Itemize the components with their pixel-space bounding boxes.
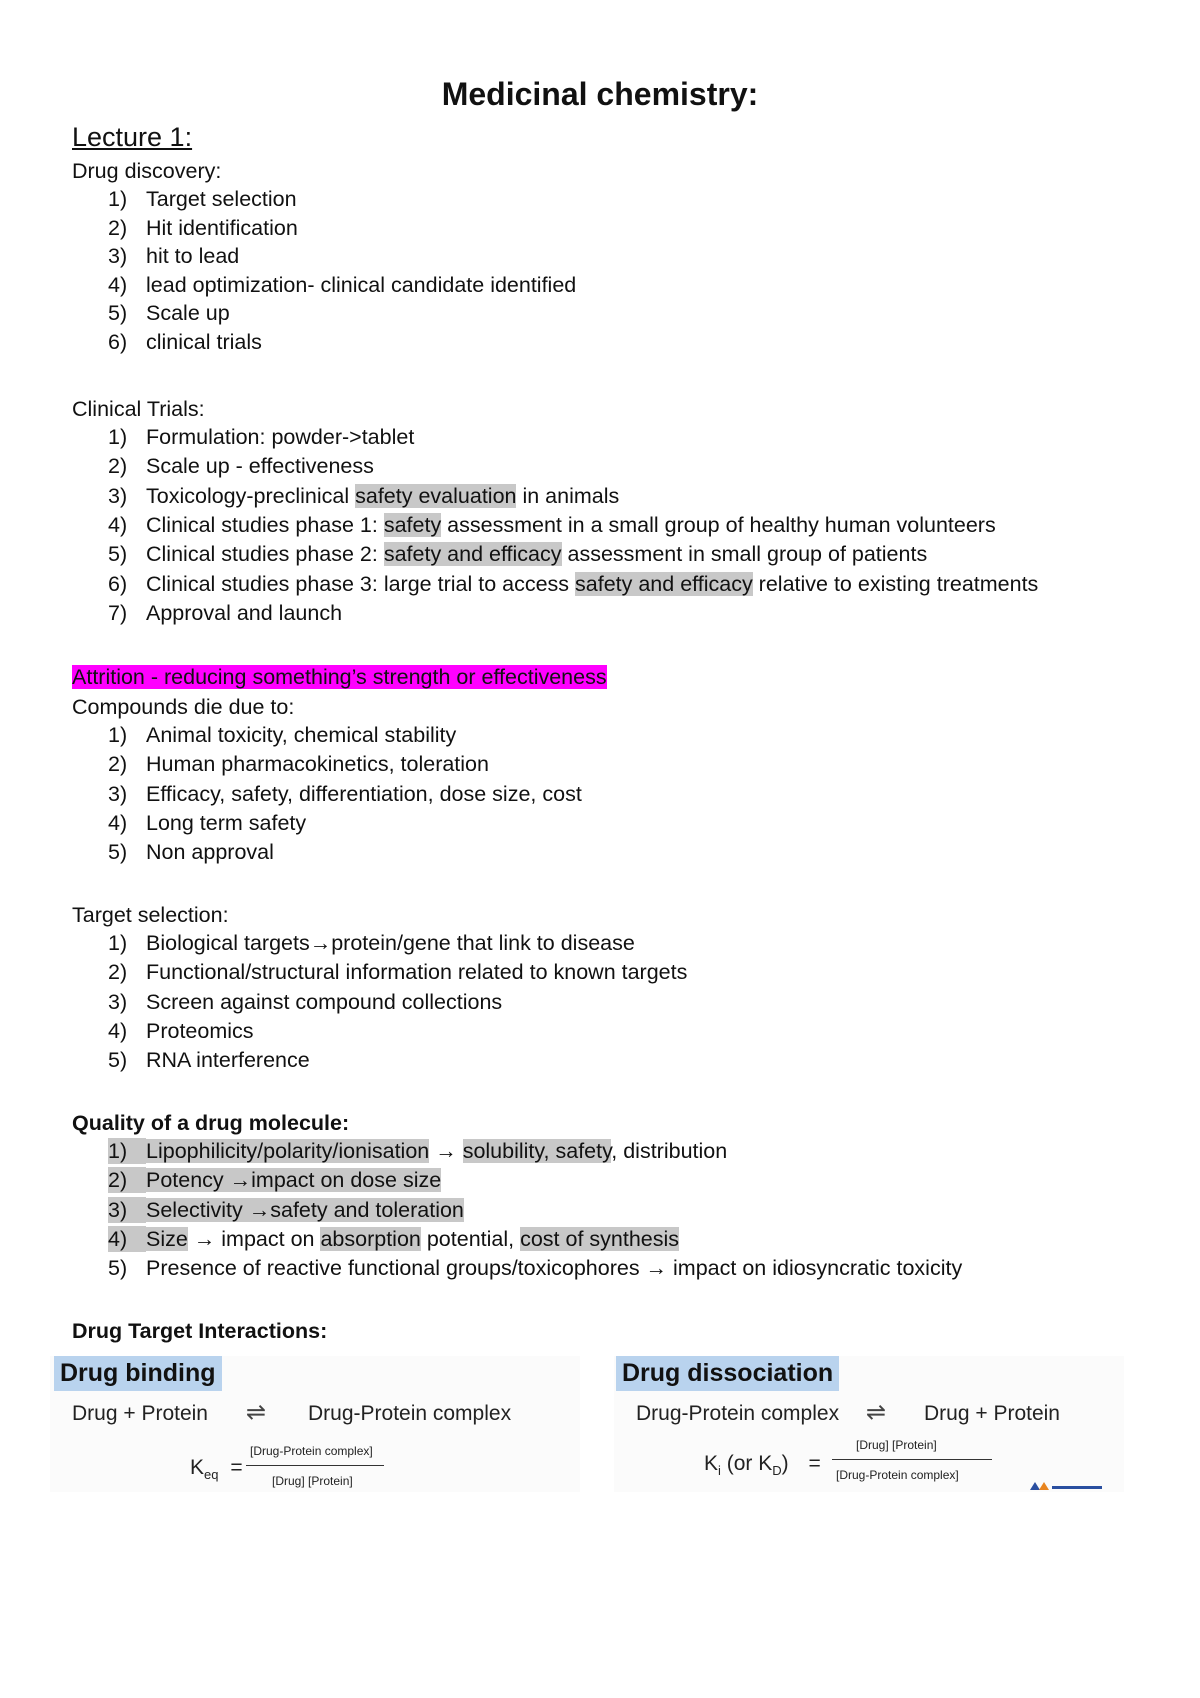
- list-item: [108, 751, 489, 777]
- list-text: Hit identification: [146, 215, 298, 240]
- drug-binding-panel: [50, 1356, 580, 1492]
- partial-logo-icon: [1030, 1480, 1110, 1490]
- lecture-heading: Lecture 1:: [72, 122, 193, 152]
- list-number: 3): [108, 781, 128, 806]
- ki-numerator: [Drug] [Protein]: [856, 1438, 937, 1452]
- list-number: 5): [108, 1048, 128, 1073]
- list-item: [108, 424, 414, 450]
- list-number: 3): [108, 483, 128, 508]
- list-item: [108, 512, 996, 538]
- list-text: →: [429, 1139, 463, 1163]
- clinical-trials-heading: Clinical Trials:: [72, 397, 205, 421]
- highlighted-text: cost of synthesis: [520, 1226, 680, 1251]
- list-number: 1): [108, 723, 128, 747]
- list-number: 4): [108, 1018, 128, 1043]
- list-item: [108, 300, 230, 326]
- list-number: 5): [108, 1256, 128, 1281]
- list-text: Scale up - effectiveness: [146, 454, 374, 479]
- list-text: Long term safety: [146, 810, 307, 835]
- keq-numerator: [Drug-Protein complex]: [250, 1444, 373, 1458]
- equilibrium-arrow-icon: ⇌: [866, 1399, 887, 1426]
- list-text: Approval and launch: [146, 600, 343, 625]
- list-number: 2): [108, 454, 128, 479]
- list-text: , distribution: [611, 1139, 728, 1163]
- highlighted-text: safety and efficacy: [575, 571, 753, 596]
- list-number: 1): [108, 425, 128, 449]
- list-text: Screen against compound collections: [146, 989, 503, 1014]
- list-text: Proteomics: [146, 1018, 254, 1043]
- highlighted-text: safety: [383, 512, 442, 537]
- list-item: [108, 215, 298, 241]
- list-item: [108, 781, 582, 807]
- equilibrium-arrow-icon: ⇌: [246, 1399, 267, 1426]
- attrition-definition: [72, 664, 607, 690]
- list-text: Toxicology-preclinical: [146, 483, 356, 508]
- list-number: 4): [108, 810, 128, 835]
- drug-binding-title: Drug binding: [54, 1356, 222, 1391]
- dissociation-reactant: Drug-Protein complex: [636, 1402, 840, 1425]
- list-item: [108, 959, 687, 985]
- list-number: 5): [108, 542, 128, 567]
- highlighted-text: Selectivity →safety and toleration: [146, 1197, 464, 1222]
- list-item: [108, 1138, 727, 1164]
- list-number: 2): [108, 960, 128, 985]
- list-text: RNA interference: [146, 1048, 310, 1073]
- drug-dissociation-panel: [614, 1356, 1124, 1492]
- list-text: Biological targets→protein/gene that link to disease: [146, 931, 635, 955]
- list-text: lead optimization- clinical candidate identified: [146, 272, 577, 297]
- quality-heading: Quality of a drug molecule:: [72, 1111, 350, 1135]
- list-number: 3): [108, 244, 128, 268]
- compounds-heading: Compounds die due to:: [72, 695, 295, 719]
- highlighted-text: safety evaluation: [355, 483, 517, 508]
- highlighted-text: solubility, safety: [462, 1139, 612, 1163]
- ki-fraction-bar: [832, 1459, 992, 1460]
- keq-fraction-bar: [246, 1465, 384, 1466]
- list-number: 2): [108, 752, 128, 777]
- list-text: in animals: [516, 483, 620, 508]
- list-item: [108, 1167, 441, 1193]
- list-item: [108, 453, 374, 479]
- list-text: Presence of reactive functional groups/toxicophores → impact on idiosyncratic toxicity: [146, 1256, 963, 1281]
- list-number: 1): [108, 1138, 146, 1164]
- drug-discovery-heading: Drug discovery:: [72, 159, 222, 183]
- list-number: 4): [108, 272, 128, 297]
- list-item: [108, 243, 239, 269]
- list-number: 3): [108, 989, 128, 1014]
- list-text: Scale up: [146, 301, 230, 325]
- list-item: [108, 1226, 679, 1252]
- list-text: Efficacy, safety, differentiation, dose size, cost: [146, 781, 582, 806]
- list-text: → impact on: [187, 1226, 321, 1251]
- list-text: Non approval: [146, 840, 274, 865]
- keq-denominator: [Drug] [Protein]: [272, 1474, 353, 1488]
- ki-label: $K_i$ (or $K_D$) =: [704, 1452, 821, 1479]
- binding-product: Drug-Protein complex: [308, 1402, 512, 1425]
- list-item: [108, 989, 502, 1015]
- list-number: 1): [108, 931, 128, 955]
- interactions-heading: Drug Target Interactions:: [72, 1319, 328, 1343]
- highlighted-text: Potency →impact on dose size: [146, 1168, 442, 1193]
- list-text: relative to existing treatments: [752, 571, 1039, 596]
- list-number: 6): [108, 571, 128, 596]
- list-number: 3): [108, 1197, 146, 1223]
- highlighted-text: absorption: [320, 1226, 421, 1251]
- list-number: 4): [108, 512, 128, 537]
- list-text: clinical trials: [146, 329, 262, 354]
- list-number: 5): [108, 840, 128, 865]
- attrition-highlight: Attrition - reducing something’s strength or effectiveness: [72, 665, 607, 689]
- keq-label: $K_{eq}$ =: [190, 1456, 243, 1483]
- highlighted-text: safety and efficacy: [383, 542, 562, 567]
- list-text: Target selection: [146, 187, 297, 211]
- list-text: Clinical studies phase 1:: [146, 512, 384, 537]
- list-number: 2): [108, 215, 128, 240]
- target-selection-heading: Target selection:: [72, 903, 229, 927]
- list-item: [108, 541, 927, 567]
- list-item: [108, 272, 576, 298]
- list-item: [108, 930, 635, 956]
- highlighted-text: Size: [146, 1226, 188, 1251]
- highlighted-text: Lipophilicity/polarity/ionisation: [146, 1139, 430, 1163]
- list-text: Clinical studies phase 3: large trial to access: [146, 571, 576, 596]
- list-item: [108, 722, 456, 748]
- list-number: 7): [108, 600, 128, 625]
- list-text: Clinical studies phase 2:: [146, 542, 384, 567]
- list-text: Functional/structural information related to known targets: [146, 960, 688, 985]
- list-item: [108, 483, 619, 509]
- list-item: [108, 810, 306, 836]
- drug-dissociation-title: Drug dissociation: [616, 1356, 839, 1391]
- list-item: [108, 600, 342, 626]
- ki-denominator: [Drug-Protein complex]: [836, 1468, 959, 1482]
- list-number: 1): [108, 187, 128, 211]
- list-number: 4): [108, 1226, 146, 1252]
- list-text: assessment in a small group of healthy human volunteers: [441, 512, 996, 537]
- list-text: assessment in small group of patients: [561, 542, 928, 567]
- list-text: hit to lead: [146, 244, 240, 268]
- binding-reactants: Drug + Protein: [72, 1402, 208, 1425]
- list-item: [108, 571, 1038, 597]
- list-number: 5): [108, 301, 128, 325]
- list-item: [108, 1255, 962, 1281]
- list-item: [108, 186, 297, 212]
- list-text: potential,: [420, 1226, 521, 1251]
- list-item: [108, 329, 262, 355]
- list-text: Animal toxicity, chemical stability: [146, 723, 457, 747]
- list-item: [108, 1047, 310, 1073]
- page-title: Medicinal chemistry:: [441, 76, 759, 112]
- list-text: Formulation: powder->tablet: [146, 425, 415, 449]
- list-number: 6): [108, 329, 128, 354]
- list-item: [108, 1197, 464, 1223]
- list-text: Human pharmacokinetics, toleration: [146, 752, 489, 777]
- dissociation-products: Drug + Protein: [924, 1402, 1060, 1425]
- list-item: [108, 839, 274, 865]
- list-number: 2): [108, 1167, 146, 1193]
- list-item: [108, 1018, 254, 1044]
